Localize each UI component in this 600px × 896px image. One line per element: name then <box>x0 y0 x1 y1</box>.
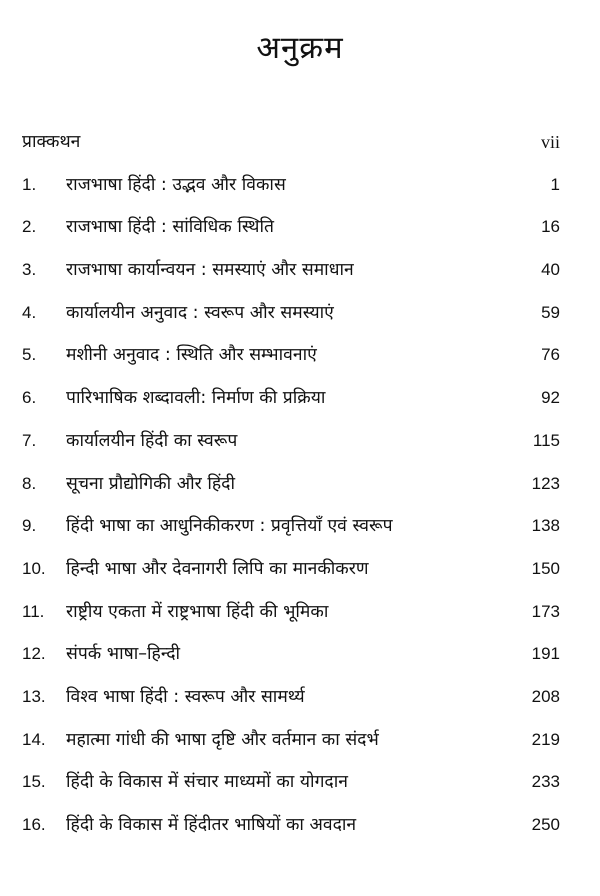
toc-entry-title: राजभाषा हिंदी : उद्भव और विकास <box>66 174 286 195</box>
toc-entry-title: हिंदी के विकास में संचार माध्यमों का योगदान <box>66 772 348 793</box>
toc-row <box>22 687 560 730</box>
toc-row <box>22 815 560 858</box>
toc-row <box>22 388 560 431</box>
toc-entry-number: 9. <box>22 516 37 536</box>
toc-entry-number: 10. <box>22 558 46 578</box>
toc-page-number: 219 <box>531 729 560 749</box>
toc-entry-number: 4. <box>22 302 37 322</box>
toc-entry-title: हिन्दी भाषा और देवनागरी लिपि का मानकीकरण <box>66 558 369 579</box>
toc-page-number: 1 <box>550 174 560 194</box>
toc-entry-number: 1. <box>22 174 37 194</box>
toc-entry-title: राजभाषा कार्यान्वयन : समस्याएं और समाधान <box>66 260 354 281</box>
toc-entry-title: सूचना प्रौद्योगिकी और हिंदी <box>66 473 235 494</box>
toc-entry-title: विश्व भाषा हिंदी : स्वरूप और सामर्थ्य <box>66 686 305 707</box>
toc-entry-title: कार्यालयीन अनुवाद : स्वरूप और समस्याएं <box>66 302 334 323</box>
toc-page-number: 208 <box>531 686 560 706</box>
toc-row <box>22 772 560 815</box>
page-title: अनुक्रम <box>256 30 344 66</box>
toc-row <box>22 474 560 517</box>
toc-page-number: 150 <box>531 558 560 578</box>
toc-row <box>22 217 560 260</box>
toc-entry-number: 8. <box>22 473 37 493</box>
toc-entry-title: संपर्क भाषा–हिन्दी <box>66 644 181 665</box>
toc-entry-title: मशीनी अनुवाद : स्थिति और सम्भावनाएं <box>66 345 317 366</box>
toc-page-number: 40 <box>541 260 560 280</box>
toc-page-number: 173 <box>531 601 560 621</box>
toc-row <box>22 602 560 645</box>
toc-page-number: vii <box>540 132 560 152</box>
toc-entry-number: 14. <box>22 729 46 749</box>
toc-row <box>22 345 560 388</box>
toc-row <box>22 303 560 346</box>
toc-page-number: 123 <box>531 473 560 493</box>
toc-page-number: 250 <box>531 815 560 834</box>
toc-row <box>22 431 560 474</box>
toc-page-number: 115 <box>532 430 560 450</box>
toc-row <box>22 730 560 773</box>
toc-entry-title: राजभाषा हिंदी : सांविधिक स्थिति <box>66 217 274 238</box>
toc-entry-title: हिंदी के विकास में हिंदीतर भाषियों का अवदान <box>66 815 357 835</box>
toc-row <box>22 260 560 303</box>
toc-entry-title: हिंदी भाषा का आधुनिकीकरण : प्रवृत्तियाँ एवं स्वरूप <box>66 516 393 537</box>
toc-entry-number: 16. <box>22 815 46 834</box>
toc-entry-number: 11. <box>22 601 45 621</box>
toc-page-number: 138 <box>531 516 560 536</box>
toc-entry-number: 5. <box>22 345 37 365</box>
toc-entry-number: 3. <box>22 260 37 280</box>
toc-entry-title: राष्ट्रीय एकता में राष्ट्रभाषा हिंदी की भूमिका <box>66 601 329 622</box>
toc-row <box>22 516 560 559</box>
toc-page-number: 59 <box>541 302 560 322</box>
toc-entry-number: 7. <box>22 430 37 450</box>
toc-entry-number: 15. <box>22 772 46 792</box>
toc-entry-number: 2. <box>22 217 37 237</box>
toc-entry-title: कार्यालयीन हिंदी का स्वरूप <box>66 430 238 451</box>
toc-page-number: 92 <box>541 388 560 408</box>
table-of-contents <box>22 132 560 858</box>
toc-row <box>22 559 560 602</box>
toc-entry-title: प्राक्कथन <box>22 132 81 152</box>
toc-entry-number: 12. <box>22 644 46 664</box>
toc-entry-number: 6. <box>22 388 37 408</box>
toc-row <box>22 175 560 218</box>
toc-row-preface <box>22 132 560 175</box>
toc-page-number: 76 <box>541 345 560 365</box>
toc-page-number: 191 <box>531 644 560 664</box>
toc-entry-title: पारिभाषिक शब्दावली: निर्माण की प्रक्रिया <box>66 388 326 409</box>
toc-page-number: 233 <box>531 772 560 792</box>
toc-page-number: 16 <box>541 217 560 237</box>
toc-row <box>22 644 560 687</box>
toc-entry-number: 13. <box>22 686 46 706</box>
toc-entry-title: महात्मा गांधी की भाषा दृष्टि और वर्तमान का संदर्भ <box>66 729 379 750</box>
